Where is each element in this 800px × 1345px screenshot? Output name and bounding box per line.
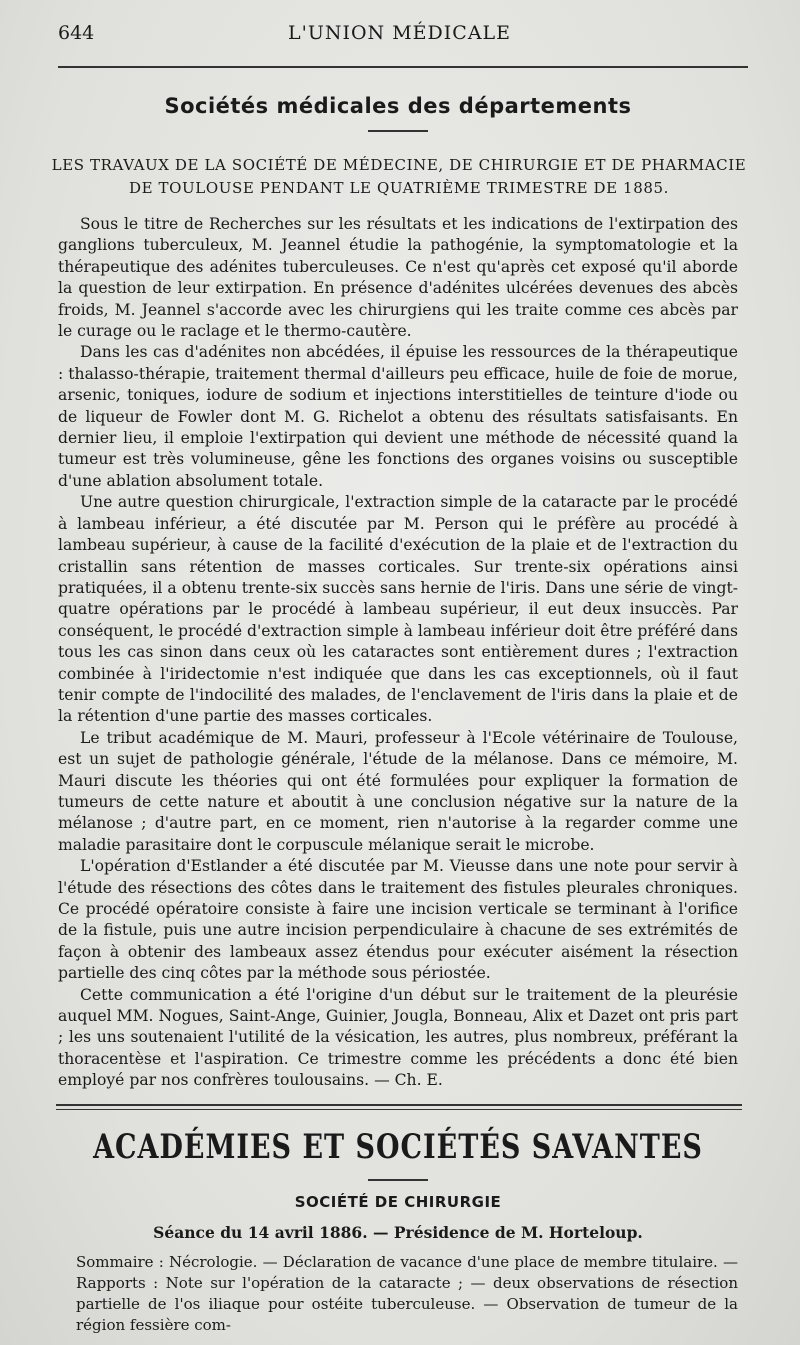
page-number: 644 (58, 22, 95, 44)
section-rule (368, 130, 428, 132)
article-body (58, 214, 738, 1092)
session-line: Séance du 14 avril 1886. — Présidence de M. Horteloup. (153, 1222, 643, 1242)
paragraph: Une autre question chirurgicale, l'extraction simple de la cataracte par le procédé à lambeau inférieur, a été discutée par M. Person qui le préfère au procédé à lambeau supérieur, à cause de la facilité d'exécution de la plaie et de l'extraction du cristallin sans rétention de masses corticales. Sur trente-six opérations ainsi pratiquées, il a obtenu trente-six succès sans hernie de l'iris. Dans une série de vingt-quatre opérations par le procédé à lambeau supérieur, il eut deux insuccès. Par conséquent, le procédé d'extraction simple à lambeau inférieur doit être préféré dans tous les cas sinon dans ceux où les cataractes sont entièrement dures ; l'extraction combinée à l'iridectomie n'est indiquée que dans les cas exceptionnels, où il faut tenir compte de l'indocilité des malades, de l'enclavement de l'iris dans la plaie et de la rétention d'une partie des masses corticales. (58, 493, 738, 726)
section-title: Sociétés médicales des départements (164, 94, 632, 118)
paragraph: Sous le titre de Recherches sur les résultats et les indications de l'extirpation des ganglions tuberculeux, M. Jeannel étudie la pathogénie, la symptomatologie et la thérapeutique des adénites tuberculeuses. Ce n'est qu'après cet exposé qu'il aborde la question de leur extirpation. En présence d'adénites ulcérées devenues des abcès froids, M. Jeannel s'accorde avec les chirurgiens qui les traite comme ces abcès par le curage ou le raclage et le thermo-cautère. (58, 215, 738, 341)
society-name: SOCIÉTÉ DE CHIRURGIE (294, 1192, 502, 1211)
paragraph: Le tribut académique de M. Mauri, professeur à l'Ecole vétérinaire de Toulouse, est un sujet de pathologie générale, l'étude de la mélanose. Dans ce mémoire, M. Mauri discute les théories qui ont été formulées pour expliquer la formation de tumeurs de cette nature et aboutit à une conclusion négative sur la nature de la mélanose ; d'autre part, en ce moment, rien n'autorise à la regarder comme une maladie parasitaire dont le corpuscule mélanique serait le microbe. (58, 728, 738, 854)
double-rule-divider (56, 1104, 742, 1110)
article-heading: LES TRAVAUX DE LA SOCIÉTÉ DE MÉDECINE, DE CHIRURGIE ET DE PHARMACIE DE TOULOUSE PENDANT LE QUATRIÈME TRIMESTRE DE 1885. (51, 156, 747, 197)
paragraph: Cette communication a été l'origine d'un début sur le traitement de la pleurésie auquel MM. Nogues, Saint-Ange, Guinier, Jougla, Bonneau, Alix et Dazet ont pris part ; les uns soutenaient l'utilité de la vésication, les autres, plus nombreux, préférant la thoracentèse et l'aspiration. Ce trimestre comme les précédents a donc été bien employé par nos confrères toulousains. — Ch. E. (58, 985, 738, 1090)
paragraph: Dans les cas d'adénites non abcédées, il épuise les ressources de la thérapeutique : thalasso-thérapie, traitement thermal d'ailleurs peu efficace, huile de foie de morue, arsenic, toniques, iodure de sodium et injections interstitielles de teinture d'iode ou de liqueur de Fowler dont M. G. Richelot a obtenu des résultats satisfaisants. En dernier lieu, il emploie l'extirpation qui devient une méthode de nécessité quand la tumeur est très volumineuse, gêne les fonctions des organes voisins ou susceptible d'une ablation absolument totale. (58, 343, 738, 490)
paragraph: L'opération d'Estlander a été discutée par M. Vieusse dans une note pour servir à l'étude des résections des côtes dans le traitement des fistules pleurales chroniques. Ce procédé opératoire consiste à faire une incision verticale se terminant à l'orifice de la fistule, puis une autre incision perpendiculaire à chacune de ses extrémités de façon à obtenir des lambeaux assez étendus pour exécuter aisément la résection partielle des cinq côtes par la méthode sous périostée. (58, 857, 738, 983)
academies-rule (368, 1179, 428, 1181)
academies-title: ACADÉMIES ET SOCIÉTÉS SAVANTES (93, 1127, 703, 1167)
sommaire: Sommaire : Nécrologie. — Déclaration de vacance d'une place de membre titulaire. — Rapports : Note sur l'opération de la cataracte ; — deux observations de résection partielle de l'os iliaque pour ostéite tuberculeuse. — Observation de tumeur de la région fessière com- (76, 1252, 738, 1334)
journal-title: L'UNION MÉDICALE (288, 22, 512, 44)
running-header (58, 22, 748, 68)
